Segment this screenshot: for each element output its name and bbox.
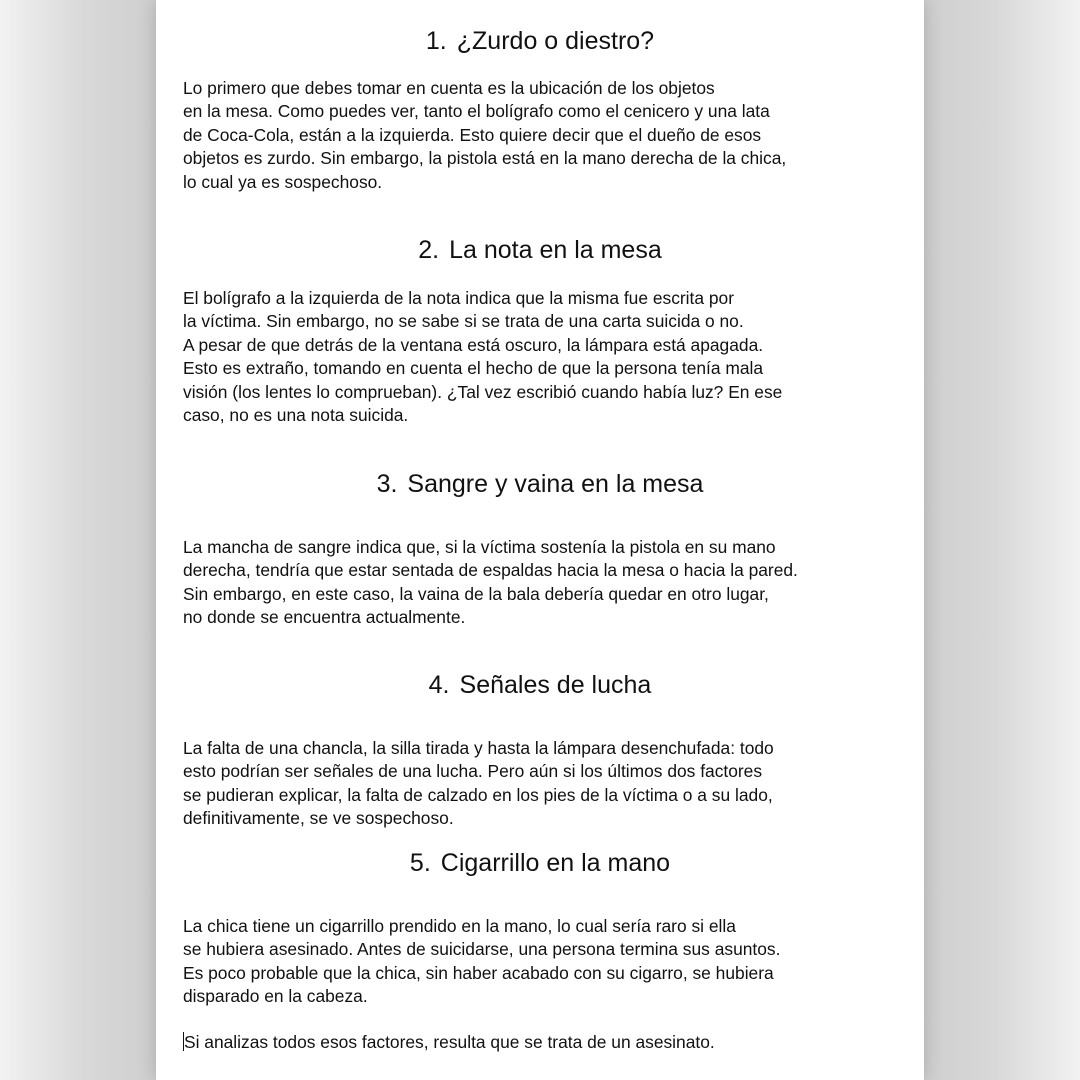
body-line: El bolígrafo a la izquierda de la nota indica que la misma fue escrita por: [183, 288, 735, 308]
body-line: Es poco probable que la chica, sin haber acabado con su cigarro, se hubiera: [183, 962, 774, 983]
background-right: [924, 0, 1080, 1080]
section-2-body: [183, 287, 903, 427]
section-3-body: [183, 536, 903, 630]
body-line: La falta de una chancla, la silla tirada y hasta la lámpara desenchufada: todo: [183, 738, 774, 758]
body-line: de Coca-Cola, están a la izquierda. Esto quiere decir que el dueño de esos: [183, 124, 762, 145]
body-line: en la mesa. Como puedes ver, tanto el bolígrafo como el cenicero y una lata: [183, 101, 770, 122]
body-line: lo cual ya es sospechoso.: [183, 171, 383, 192]
body-line: La mancha de sangre indica que, si la víctima sostenía la pistola en su mano: [183, 537, 776, 557]
body-line: Sin embargo, en este caso, la vaina de la bala debería quedar en otro lugar,: [183, 583, 769, 604]
section-4-heading: [156, 670, 924, 700]
section-number: 3.: [376, 470, 398, 498]
body-line: Lo primero que debes tomar en cuenta es la ubicación de los objetos: [183, 78, 715, 98]
section-number: 5.: [409, 849, 431, 877]
section-1-heading: [156, 26, 924, 56]
section-number: 1.: [425, 27, 447, 55]
body-line: se hubiera asesinado. Antes de suicidarse, una persona termina sus asuntos.: [183, 939, 781, 960]
body-line: Esto es extraño, tomando en cuenta el hecho de que la persona tenía mala: [183, 358, 764, 379]
section-title: La nota en la mesa: [449, 236, 662, 264]
body-line: caso, no es una nota suicida.: [183, 405, 409, 426]
section-4-body: [183, 737, 903, 831]
conclusion-paragraph[interactable]: [183, 1031, 903, 1054]
section-2-heading: [156, 235, 924, 265]
body-line: no donde se encuentra actualmente.: [183, 607, 466, 628]
body-line: la víctima. Sin embargo, no se sabe si se trata de una carta suicida o no.: [183, 311, 744, 332]
body-line: derecha, tendría que estar sentada de espaldas hacia la mesa o hacia la pared.: [183, 560, 798, 581]
section-title: ¿Zurdo o diestro?: [456, 27, 655, 55]
section-3-heading: [156, 469, 924, 499]
body-line: A pesar de que detrás de la ventana está oscuro, la lámpara está apagada.: [183, 334, 764, 355]
section-1-body: [183, 77, 903, 194]
body-line: disparado en la cabeza.: [183, 986, 368, 1007]
section-number: 2.: [418, 236, 440, 264]
section-number: 4.: [428, 671, 450, 699]
body-line: visión (los lentes lo comprueban). ¿Tal vez escribió cuando había luz? En ese: [183, 381, 783, 402]
section-title: Sangre y vaina en la mesa: [407, 470, 704, 498]
conclusion-text: Si analizas todos esos factores, resulta que se trata de un asesinato.: [184, 1032, 715, 1052]
section-title: Cigarrillo en la mano: [440, 849, 671, 877]
section-5-body: [183, 915, 903, 1009]
body-line: objetos es zurdo. Sin embargo, la pistola está en la mano derecha de la chica,: [183, 148, 787, 169]
background-left: [0, 0, 156, 1080]
section-title: Señales de lucha: [459, 671, 652, 699]
body-line: definitivamente, se ve sospechoso.: [183, 808, 454, 829]
body-line: La chica tiene un cigarrillo prendido en la mano, lo cual sería raro si ella: [183, 916, 736, 936]
body-line: esto podrían ser señales de una lucha. Pero aún si los últimos dos factores: [183, 761, 763, 782]
document-page: [156, 0, 924, 1080]
section-5-heading: [156, 848, 924, 878]
body-line: se pudieran explicar, la falta de calzado en los pies de la víctima o a su lado,: [183, 784, 773, 805]
